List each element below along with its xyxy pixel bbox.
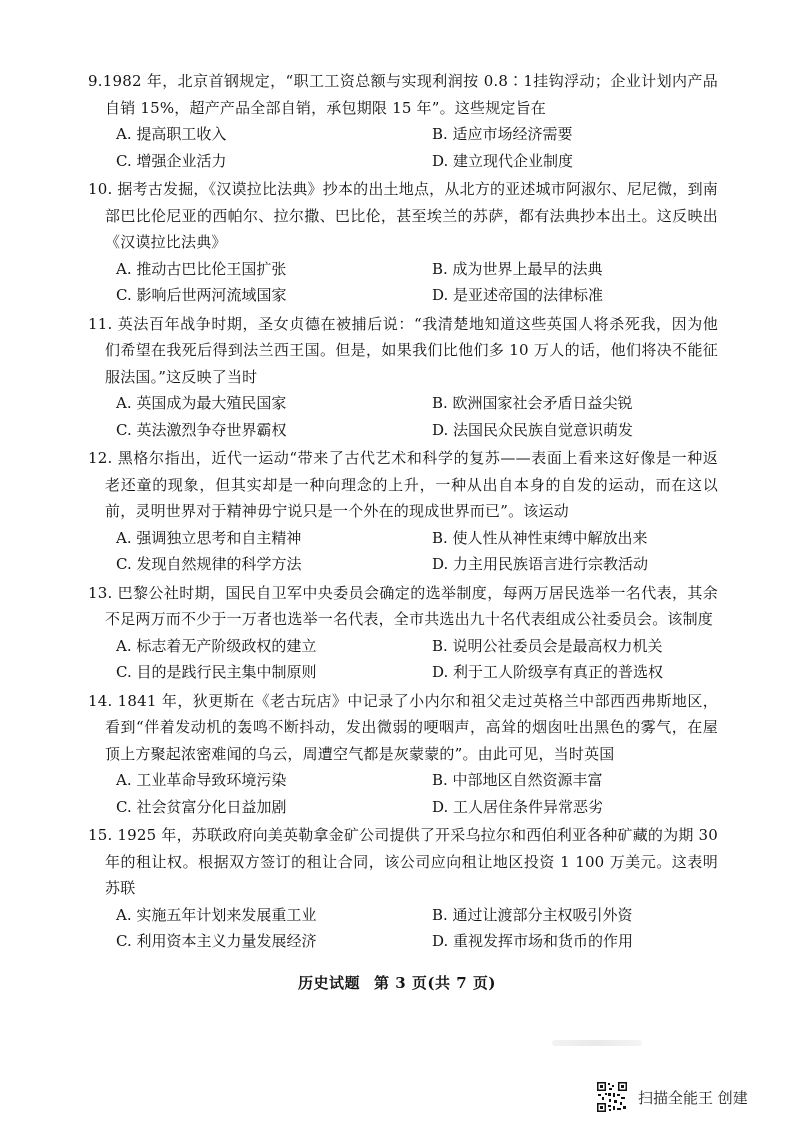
option-a: A. 标志着无产阶级政权的建立 xyxy=(116,636,317,655)
option-b: B. 欧洲国家社会矛盾日益尖锐 xyxy=(432,394,633,412)
option-b: B. 说明公社委员会是最高权力机关 xyxy=(432,636,663,655)
option-d: D. 力主用民族语言进行宗教活动 xyxy=(432,555,649,573)
option-b: B. 成为世界上最早的法典 xyxy=(432,259,603,278)
option-d: D. 利于工人阶级享有真正的普选权 xyxy=(432,663,664,681)
question-11 xyxy=(88,311,718,444)
option-b: B. 适应市场经济需要 xyxy=(432,125,573,143)
option-d: D. 是亚述帝国的法律标准 xyxy=(432,286,604,304)
option-grid xyxy=(116,256,718,309)
question-15 xyxy=(88,822,718,955)
option-d: D. 法国民众民族自觉意识萌发 xyxy=(432,420,634,439)
scanner-watermark xyxy=(596,1080,748,1114)
question-stem: 12. 黑格尔指出，近代一运动“带来了古代艺术和科学的复苏——表面上看来这好像是一种返老还童的现象，但其实却是一种向理念的上升，一种从出自本身的自发的运动，而在这以前，灵明世界对于精神毋宁说只是一个外在的现成世界而已”。该运动 xyxy=(88,449,718,520)
question-stem: 14. 1841 年，狄更斯在《老古玩店》中记录了小内尔和祖父走过英格兰中部西西弗斯地区，看到“伴着发动机的轰鸣不断抖动，发出微弱的哽咽声，高耸的烟囱吐出黑色的雾气，在屋顶上方聚起浓密难闻的乌云，周遭空气都是灰蒙蒙的”。由此可见，当时英国 xyxy=(88,691,718,763)
option-a: A. 推动古巴比伦王国扩张 xyxy=(116,259,287,278)
option-grid xyxy=(116,902,718,955)
watermark-text: 扫描全能王 创建 xyxy=(638,1088,748,1107)
option-d: D. 建立现代企业制度 xyxy=(432,151,574,170)
question-10 xyxy=(88,176,718,309)
page-footer xyxy=(0,972,794,993)
option-a: A. 强调独立思考和自主精神 xyxy=(116,528,302,547)
qr-code-icon xyxy=(596,1081,628,1113)
option-c: C. 目的是践行民主集中制原则 xyxy=(116,663,317,681)
option-a: A. 工业革命导致环境污染 xyxy=(116,771,287,789)
option-d: D. 工人居住条件异常恶劣 xyxy=(432,797,604,816)
question-14 xyxy=(88,688,718,821)
option-a: A. 英国成为最大殖民国家 xyxy=(116,394,287,412)
option-c: C. 社会贫富分化日益加剧 xyxy=(116,797,287,816)
option-grid xyxy=(116,121,718,174)
option-a: A. 实施五年计划来发展重工业 xyxy=(116,905,317,924)
question-list xyxy=(88,68,718,955)
question-stem: 11. 英法百年战争时期，圣女贞德在被捕后说：“我清楚地知道这些英国人将杀死我，因为他们希望在我死后得到法兰西王国。但是，如果我们比他们多 10 万人的话，他们将决不能征服法国。”这反映了当时 xyxy=(88,314,718,386)
question-stem: 10. 据考古发掘，《汉谟拉比法典》抄本的出土地点，从北方的亚述城市阿淑尔、尼尼微，到南部巴比伦尼亚的西帕尔、拉尔撒、巴比伦，甚至埃兰的苏萨，都有法典抄本出土。这反映出《汉谟拉比法典》 xyxy=(88,180,718,251)
option-grid xyxy=(116,390,718,443)
option-b: B. 中部地区自然资源丰富 xyxy=(432,771,603,789)
page-number: 第 3 页(共 7 页) xyxy=(374,974,496,992)
option-a: A. 提高职工收入 xyxy=(116,125,227,143)
option-c: C. 增强企业活力 xyxy=(116,151,227,170)
option-c: C. 发现自然规律的科学方法 xyxy=(116,555,302,573)
question-stem: 13. 巴黎公社时期，国民自卫军中央委员会确定的选举制度，每两万居民选举一名代表，其余不足两万而不少于一万者也选举一名代表，全市共选出九十名代表组成公社委员会。该制度 xyxy=(88,583,718,628)
question-12 xyxy=(88,445,718,578)
option-c: C. 英法激烈争夺世界霸权 xyxy=(116,420,287,439)
subject-label: 历史试题 xyxy=(298,974,361,992)
option-grid xyxy=(116,525,718,578)
option-b: B. 通过让渡部分主权吸引外资 xyxy=(432,905,633,924)
option-c: C. 利用资本主义力量发展经济 xyxy=(116,932,317,950)
question-9 xyxy=(88,68,718,174)
scan-smudge xyxy=(552,1040,642,1046)
option-b: B. 使人性从神性束缚中解放出来 xyxy=(432,528,648,547)
question-stem: 15. 1925 年，苏联政府向美英勒拿金矿公司提供了开采乌拉尔和西伯利亚各种矿藏的为期 30 年的租让权。根据双方签订的租让合同，该公司应向租让地区投资 1 100 万美元。这表明苏联 xyxy=(88,826,718,897)
option-grid xyxy=(116,633,718,686)
question-13 xyxy=(88,580,718,686)
question-stem: 9.1982 年，北京首钢规定，“职工工资总额与实现利润按 0.8∶1挂钩浮动；企业计划内产品自销 15%，超产产品全部自销，承包期限 15 年”。这些规定旨在 xyxy=(88,72,718,117)
option-d: D. 重视发挥市场和货币的作用 xyxy=(432,932,634,950)
option-c: C. 影响后世两河流域国家 xyxy=(116,286,287,304)
option-grid xyxy=(116,767,718,820)
